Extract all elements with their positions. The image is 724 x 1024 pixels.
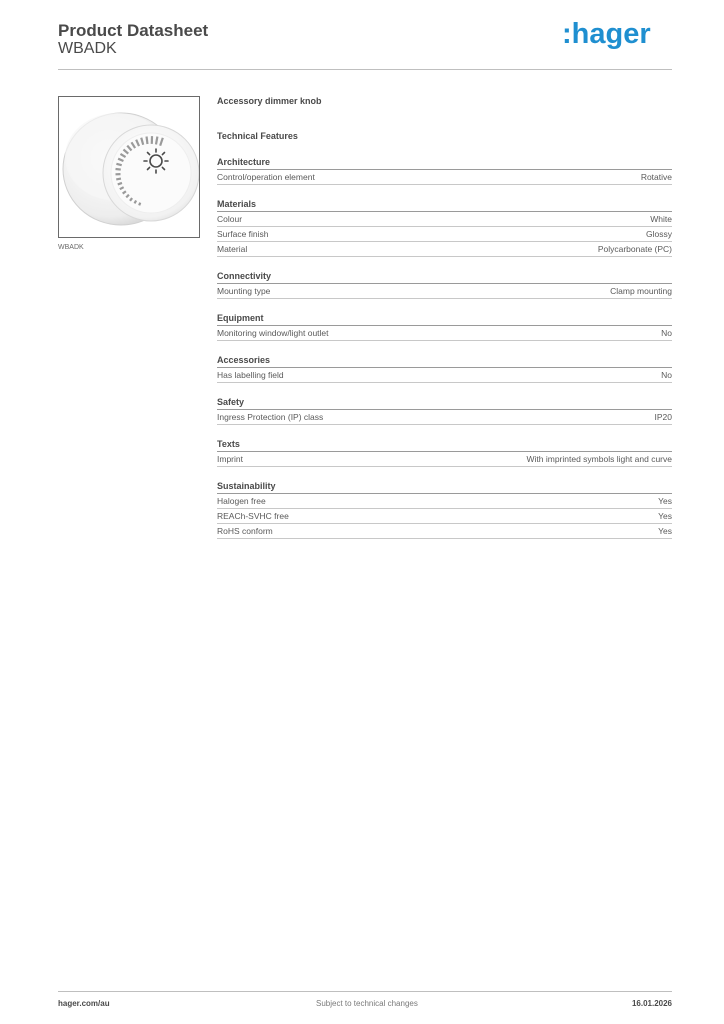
section-title: Texts <box>217 438 672 452</box>
spec-label: Mounting type <box>217 286 271 296</box>
spec-sections <box>217 156 672 539</box>
doc-subtitle: WBADK <box>58 40 117 57</box>
features-title: Technical Features <box>217 131 298 141</box>
spec-label: RoHS conform <box>217 526 273 536</box>
spec-label: Material <box>217 244 248 254</box>
spec-section <box>217 198 672 257</box>
section-title: Accessories <box>217 354 672 368</box>
spec-row <box>217 524 672 539</box>
spec-label: REACh-SVHC free <box>217 511 289 521</box>
spec-row <box>217 170 672 185</box>
spec-row <box>217 227 672 242</box>
spec-row <box>217 326 672 341</box>
spec-panel <box>217 96 672 539</box>
spec-label: Ingress Protection (IP) class <box>217 412 324 422</box>
spec-value: Glossy <box>646 229 672 239</box>
spec-value: IP20 <box>654 412 672 422</box>
spec-row <box>217 212 672 227</box>
spec-row <box>217 368 672 383</box>
page-header <box>58 18 672 70</box>
spec-label: Colour <box>217 214 243 224</box>
spec-row <box>217 410 672 425</box>
spec-row <box>217 509 672 524</box>
spec-section <box>217 270 672 299</box>
spec-label: Halogen free <box>217 496 266 506</box>
product-image <box>58 96 200 238</box>
section-title: Safety <box>217 396 672 410</box>
spec-value: Polycarbonate (PC) <box>597 244 672 254</box>
spec-label: Has labelling field <box>217 370 284 380</box>
scale-tick <box>151 136 153 144</box>
section-title: Equipment <box>217 312 672 326</box>
spec-section <box>217 312 672 341</box>
spec-value: Clamp mounting <box>610 286 672 296</box>
spec-label: Imprint <box>217 454 243 464</box>
spec-value: Yes <box>658 496 672 506</box>
footer-website: hager.com/au <box>58 999 110 1008</box>
spec-row <box>217 242 672 257</box>
page-footer <box>58 991 672 1012</box>
footer-date: 16.01.2026 <box>631 999 672 1008</box>
section-title: Sustainability <box>217 480 672 494</box>
section-title: Architecture <box>217 156 672 170</box>
product-name: Accessory dimmer knob <box>217 96 322 106</box>
spec-row <box>217 494 672 509</box>
spec-value: With imprinted symbols light and curve <box>526 454 672 464</box>
section-title: Materials <box>217 198 672 212</box>
footer-notice: Subject to technical changes <box>316 999 418 1008</box>
spec-section <box>217 480 672 539</box>
spec-value: No <box>661 370 672 380</box>
spec-value: Rotative <box>640 172 672 182</box>
spec-label: Control/operation element <box>217 172 315 182</box>
hager-logo <box>562 17 654 51</box>
spec-section <box>217 354 672 383</box>
spec-value: Yes <box>658 526 672 536</box>
spec-section <box>217 156 672 185</box>
spec-section <box>217 396 672 425</box>
spec-label: Monitoring window/light outlet <box>217 328 329 338</box>
spec-value: No <box>661 328 672 338</box>
spec-row <box>217 452 672 467</box>
spec-section <box>217 438 672 467</box>
spec-value: White <box>650 214 672 224</box>
section-title: Connectivity <box>217 270 672 284</box>
spec-label: Surface finish <box>217 229 269 239</box>
doc-title: Product Datasheet <box>58 21 209 40</box>
spec-value: Yes <box>658 511 672 521</box>
svg-text::hager: :hager <box>562 18 651 50</box>
spec-row <box>217 284 672 299</box>
image-caption: WBADK <box>58 244 84 251</box>
scale-tick <box>115 173 120 175</box>
dimmer-knob-icon <box>59 97 199 237</box>
